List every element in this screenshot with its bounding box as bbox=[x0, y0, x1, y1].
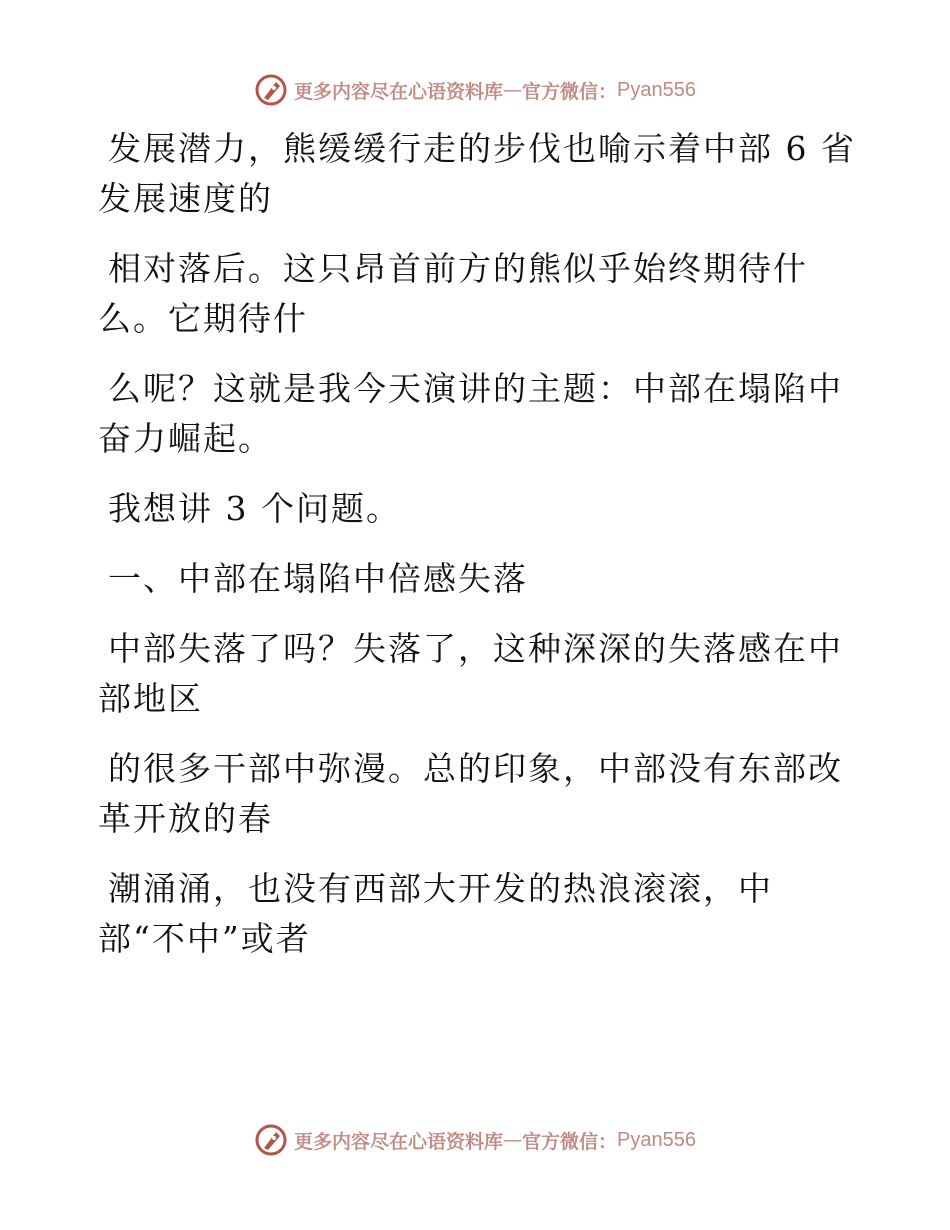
banner-account: Pyan556 bbox=[617, 1128, 696, 1151]
banner-slogan: 更多内容尽在心语资料库 bbox=[294, 80, 504, 103]
paragraph bbox=[98, 744, 858, 844]
text-line: 么呢？这就是我今天演讲的主题：中部在塌陷中 bbox=[108, 369, 843, 408]
paragraph bbox=[98, 484, 858, 534]
paragraph bbox=[98, 624, 858, 724]
paragraph bbox=[98, 244, 858, 344]
pen-nib-circle-icon bbox=[254, 1123, 288, 1157]
banner-separator: — bbox=[503, 79, 523, 101]
text-line: 革开放的春 bbox=[98, 799, 273, 838]
document-body bbox=[98, 124, 858, 984]
banner-account: Pyan556 bbox=[617, 78, 696, 101]
text-line: 的很多干部中弥漫。总的印象，中部没有东部改 bbox=[108, 749, 843, 788]
text-line: 奋力崛起。 bbox=[98, 419, 273, 458]
text-line: 中部失落了吗？失落了，这种深深的失落感在中 bbox=[108, 629, 843, 668]
text-line: 我想讲 3 个问题。 bbox=[108, 489, 401, 528]
pen-nib-circle-icon bbox=[254, 73, 288, 107]
text-line: 么。它期待什 bbox=[98, 299, 308, 338]
banner-label: 官方微信： bbox=[522, 80, 618, 103]
header-banner bbox=[0, 68, 950, 112]
section-heading bbox=[98, 554, 858, 604]
text-line: 部“不中”或者 bbox=[98, 919, 311, 958]
text-line: 潮涌涌，也没有西部大开发的热浪滚滚，中 bbox=[108, 869, 773, 908]
text-line: 部地区 bbox=[98, 679, 203, 718]
text-line: 相对落后。这只昂首前方的熊似乎始终期待什 bbox=[108, 249, 808, 288]
text-line: 发展速度的 bbox=[98, 179, 273, 218]
paragraph bbox=[98, 364, 858, 464]
paragraph bbox=[98, 864, 858, 964]
text-line: 一、中部在塌陷中倍感失落 bbox=[108, 559, 528, 598]
paragraph bbox=[98, 124, 858, 224]
banner-slogan: 更多内容尽在心语资料库 bbox=[294, 1130, 504, 1153]
footer-banner bbox=[0, 1118, 950, 1162]
banner-separator: — bbox=[503, 1129, 523, 1151]
text-line: 发展潜力，熊缓缓行走的步伐也喻示着中部 6 省 bbox=[108, 129, 856, 168]
banner-label: 官方微信： bbox=[522, 1130, 618, 1153]
